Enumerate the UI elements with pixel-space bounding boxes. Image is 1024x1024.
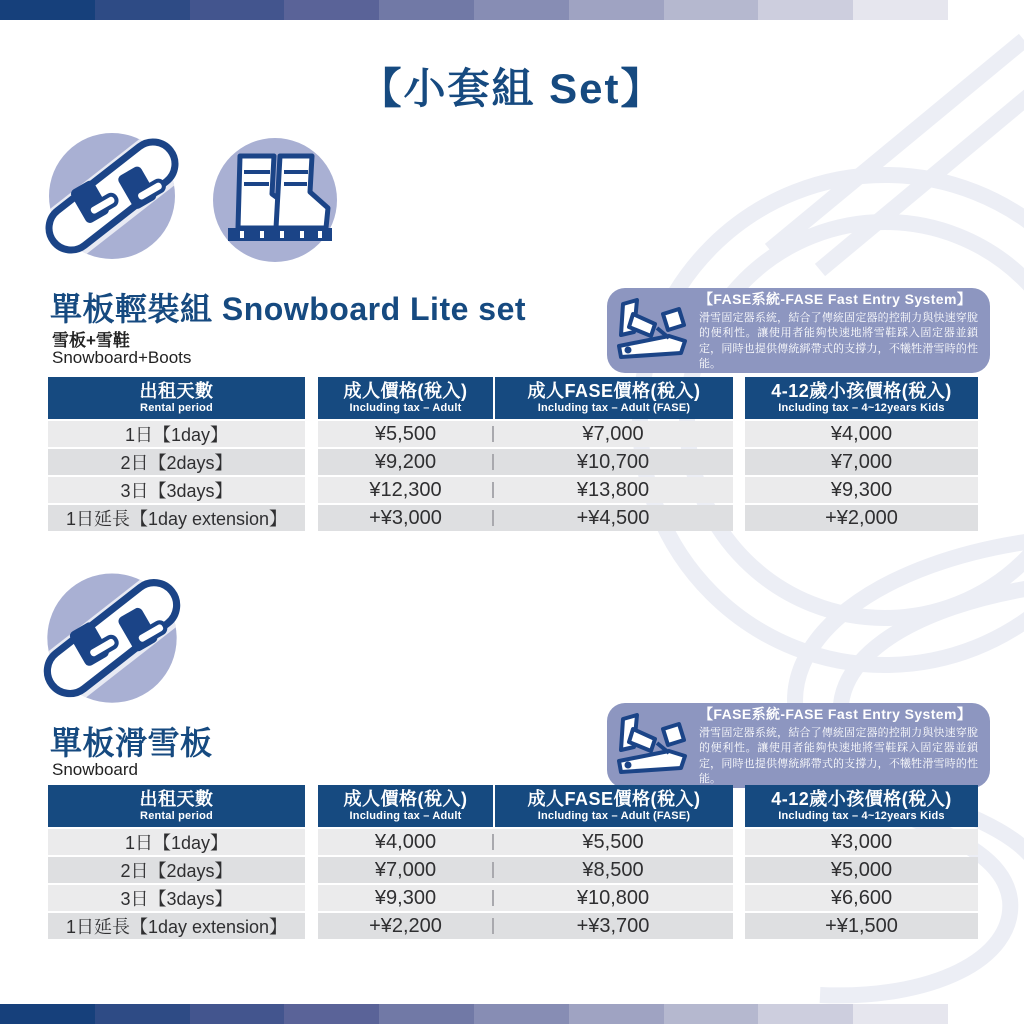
kids-price-cell: ¥4,000 bbox=[745, 421, 978, 447]
adult-price-cell: ¥5,500 bbox=[374, 422, 437, 445]
adult-fase-price-cell: ¥5,500 bbox=[582, 830, 644, 853]
fase-info-box bbox=[607, 288, 990, 373]
table-row bbox=[48, 857, 978, 883]
kids-price-cell: ¥6,600 bbox=[745, 885, 978, 911]
gradient-segment bbox=[284, 1004, 379, 1024]
kids-price-cell: +¥2,000 bbox=[745, 505, 978, 531]
kids-price-cell: ¥9,300 bbox=[745, 477, 978, 503]
rental-period-cell: 3日【3days】 bbox=[48, 885, 305, 911]
fase-binding-icon bbox=[607, 298, 699, 364]
kids-price-cell: ¥7,000 bbox=[745, 449, 978, 475]
table-row bbox=[48, 421, 978, 447]
adult-fase-price-cell: ¥10,800 bbox=[576, 886, 650, 909]
header-adult-fase-price: 成人FASE價格(稅入) Including tax – Adult (FASE) bbox=[493, 785, 733, 827]
adult-price-cell: ¥9,300 bbox=[374, 886, 437, 909]
rental-period-cell: 1日【1day】 bbox=[48, 829, 305, 855]
adult-price-cells bbox=[318, 913, 733, 939]
header-kids-price: 4-12歲小孩價格(稅入) Including tax – 4~12years Kids bbox=[745, 377, 978, 419]
fase-info-box bbox=[607, 703, 990, 788]
rental-period-cell: 3日【3days】 bbox=[48, 477, 305, 503]
adult-price-cell: +¥3,000 bbox=[369, 506, 442, 529]
page-title: 【小套組 Set】 bbox=[359, 65, 665, 112]
adult-price-cell: ¥12,300 bbox=[369, 478, 442, 501]
column-divider bbox=[492, 454, 494, 470]
adult-price-cells bbox=[318, 885, 733, 911]
section1-subtitle-cjk: 雪板+雪鞋 bbox=[52, 331, 130, 350]
adult-fase-price-cell: +¥3,700 bbox=[576, 914, 650, 937]
column-divider bbox=[492, 862, 494, 878]
kids-price-cell: ¥5,000 bbox=[745, 857, 978, 883]
header-adult-price: 成人價格(稅入) Including tax – Adult bbox=[343, 380, 468, 415]
header-adult-fase-price: 成人FASE價格(稅入) Including tax – Adult (FASE) bbox=[493, 377, 733, 419]
table-row bbox=[48, 449, 978, 475]
bottom-gradient-bar bbox=[0, 1004, 948, 1024]
gradient-segment bbox=[474, 0, 569, 20]
adult-fase-price-cell: ¥13,800 bbox=[576, 478, 650, 501]
column-divider bbox=[492, 918, 494, 934]
gradient-segment bbox=[758, 0, 853, 20]
table-row bbox=[48, 477, 978, 503]
snowboard-price-table bbox=[48, 785, 978, 939]
top-gradient-bar bbox=[0, 0, 948, 20]
gradient-segment bbox=[474, 1004, 569, 1024]
adult-price-cells bbox=[318, 829, 733, 855]
table-row bbox=[48, 885, 978, 911]
adult-price-cell: ¥4,000 bbox=[374, 830, 437, 853]
gradient-segment bbox=[190, 1004, 285, 1024]
adult-price-cells bbox=[318, 421, 733, 447]
header-kids-price: 4-12歲小孩價格(稅入) Including tax – 4~12years Kids bbox=[745, 785, 978, 827]
adult-fase-price-cell: ¥8,500 bbox=[582, 858, 644, 881]
fase-box-title: 【FASE系統-FASE Fast Entry System】 bbox=[699, 291, 972, 308]
adult-fase-price-cell: ¥7,000 bbox=[582, 422, 644, 445]
table-header-row bbox=[48, 785, 978, 827]
section2-subtitle-en: Snowboard bbox=[52, 760, 139, 779]
header-adult-prices bbox=[318, 785, 733, 827]
header-rental-period: 出租天數 Rental period bbox=[48, 785, 305, 827]
table-row bbox=[48, 913, 978, 939]
adult-price-cells bbox=[318, 449, 733, 475]
fase-box-body: 滑雪固定器系統，結合了傳統固定器的控制力與快速穿脫的便利性。讓使用者能夠快速地將雪鞋踩入固定器並鎖定，同時也提供傳統綁帶式的支撐力，不犧牲滑雪時的性能。 bbox=[699, 727, 978, 785]
snowboard-lite-set-price-table bbox=[48, 377, 978, 531]
gradient-segment bbox=[95, 0, 190, 20]
adult-price-cell: ¥7,000 bbox=[374, 858, 437, 881]
gradient-segment bbox=[0, 0, 95, 20]
adult-fase-price-cell: +¥4,500 bbox=[576, 506, 650, 529]
gradient-segment bbox=[853, 1004, 948, 1024]
rental-period-cell: 1日【1day】 bbox=[48, 421, 305, 447]
table-header-row bbox=[48, 377, 978, 419]
gradient-segment bbox=[758, 1004, 853, 1024]
gradient-segment bbox=[569, 0, 664, 20]
rental-period-cell: 2日【2days】 bbox=[48, 857, 305, 883]
gradient-segment bbox=[284, 0, 379, 20]
column-divider bbox=[492, 890, 494, 906]
gradient-segment bbox=[379, 1004, 474, 1024]
fase-binding-icon bbox=[607, 713, 699, 779]
snowboard-icon bbox=[34, 556, 190, 712]
header-rental-period: 出租天數 Rental period bbox=[48, 377, 305, 419]
fase-box-title: 【FASE系統-FASE Fast Entry System】 bbox=[699, 706, 972, 723]
rental-period-cell: 2日【2days】 bbox=[48, 449, 305, 475]
adult-price-cells bbox=[318, 857, 733, 883]
header-adult-prices bbox=[318, 377, 733, 419]
gradient-segment bbox=[379, 0, 474, 20]
fase-box-body: 滑雪固定器系統，結合了傳統固定器的控制力與快速穿脫的便利性。讓使用者能夠快速地將雪鞋踩入固定器並鎖定，同時也提供傳統綁帶式的支撐力，不犧牲滑雪時的性能。 bbox=[699, 312, 978, 370]
adult-price-cells bbox=[318, 505, 733, 531]
table-row bbox=[48, 829, 978, 855]
rental-period-cell: 1日延長【1day extension】 bbox=[48, 913, 305, 939]
column-divider bbox=[492, 510, 494, 526]
rental-period-cell: 1日延長【1day extension】 bbox=[48, 505, 305, 531]
column-divider bbox=[492, 834, 494, 850]
section1-heading: 單板輕裝組 Snowboard Lite set bbox=[50, 291, 527, 327]
gradient-segment bbox=[95, 1004, 190, 1024]
gradient-segment bbox=[664, 1004, 759, 1024]
adult-price-cell: +¥2,200 bbox=[369, 914, 442, 937]
adult-price-cells bbox=[318, 477, 733, 503]
adult-fase-price-cell: ¥10,700 bbox=[576, 450, 650, 473]
adult-price-cell: ¥9,200 bbox=[374, 450, 437, 473]
kids-price-cell: +¥1,500 bbox=[745, 913, 978, 939]
snowboard-icon bbox=[36, 116, 188, 268]
gradient-segment bbox=[664, 0, 759, 20]
section1-subtitle-en: Snowboard+Boots bbox=[52, 348, 192, 367]
gradient-segment bbox=[0, 1004, 95, 1024]
boots-icon bbox=[200, 122, 350, 272]
gradient-segment bbox=[190, 0, 285, 20]
header-adult-price: 成人價格(稅入) Including tax – Adult bbox=[343, 788, 468, 823]
table-row bbox=[48, 505, 978, 531]
column-divider bbox=[492, 482, 494, 498]
column-divider bbox=[492, 426, 494, 442]
kids-price-cell: ¥3,000 bbox=[745, 829, 978, 855]
gradient-segment bbox=[569, 1004, 664, 1024]
section2-heading: 單板滑雪板 bbox=[50, 725, 213, 761]
gradient-segment bbox=[853, 0, 948, 20]
